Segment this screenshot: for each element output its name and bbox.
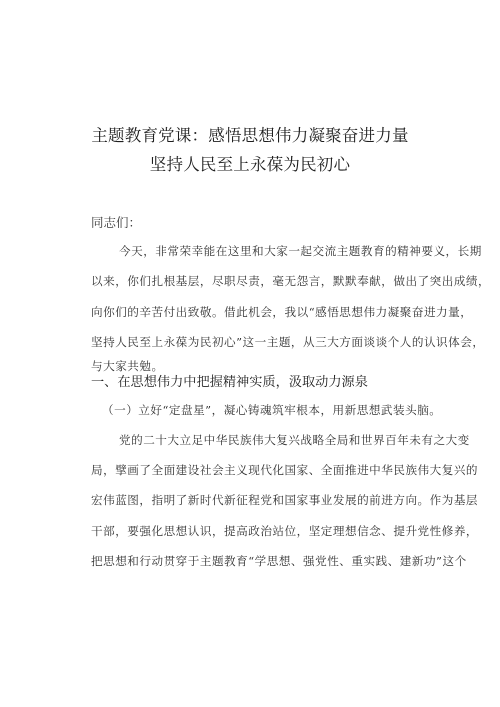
paragraph-1-line-4: 坚持人民至上永葆为民初心”这一主题，从三大方面谈谈个人的认识体会， (91, 335, 485, 349)
paragraph-1-line-1: 今天，非常荣幸能在这里和大家一起交流主题教育的精神要义，长期 (119, 244, 482, 258)
salutation: 同志们： (91, 215, 142, 230)
paragraph-2-line-1: 党的二十大立足中华民族伟大复兴战略全局和世界百年未有之大变 (119, 433, 470, 447)
paragraph-2-line-2: 局，擘画了全面建设社会主义现代化国家、全面推进中华民族伟大复兴的 (91, 463, 479, 477)
document-title-line-1: 主题教育党课：感悟思想伟力凝聚奋进力量 (91, 126, 409, 145)
paragraph-2-line-5: 把思想和行动贯穿于主题教育“学思想、强党性、重实践、建新功”这个 (91, 554, 467, 568)
document-title-line-2: 坚持人民至上永葆为民初心 (149, 155, 351, 174)
paragraph-1-line-5: 与大家共勉。 (91, 359, 164, 373)
paragraph-2-line-3: 宏伟蓝图，指明了新时代新征程党和国家事业发展的前进方向。作为基层 (91, 493, 479, 507)
paragraph-2-line-4: 干部，要强化思想认识，提高政治站位，坚定理想信念、提升党性修养， (91, 524, 479, 538)
paragraph-1-line-2: 以来，你们扎根基层，尽职尽责，毫无怨言，默默奉献，做出了突出成绩， (91, 274, 491, 288)
subsection-heading-1: （一）立好“定盘星”，凝心铸魂筑牢根本，用新思想武装头脑。 (102, 403, 442, 417)
section-heading-1: 一、在思想伟力中把握精神实质，汲取动力源泉 (91, 375, 368, 390)
paragraph-1-line-3: 向你们的辛苦付出致敬。借此机会，我以“感悟思想伟力凝聚奋进力量， (91, 305, 473, 319)
